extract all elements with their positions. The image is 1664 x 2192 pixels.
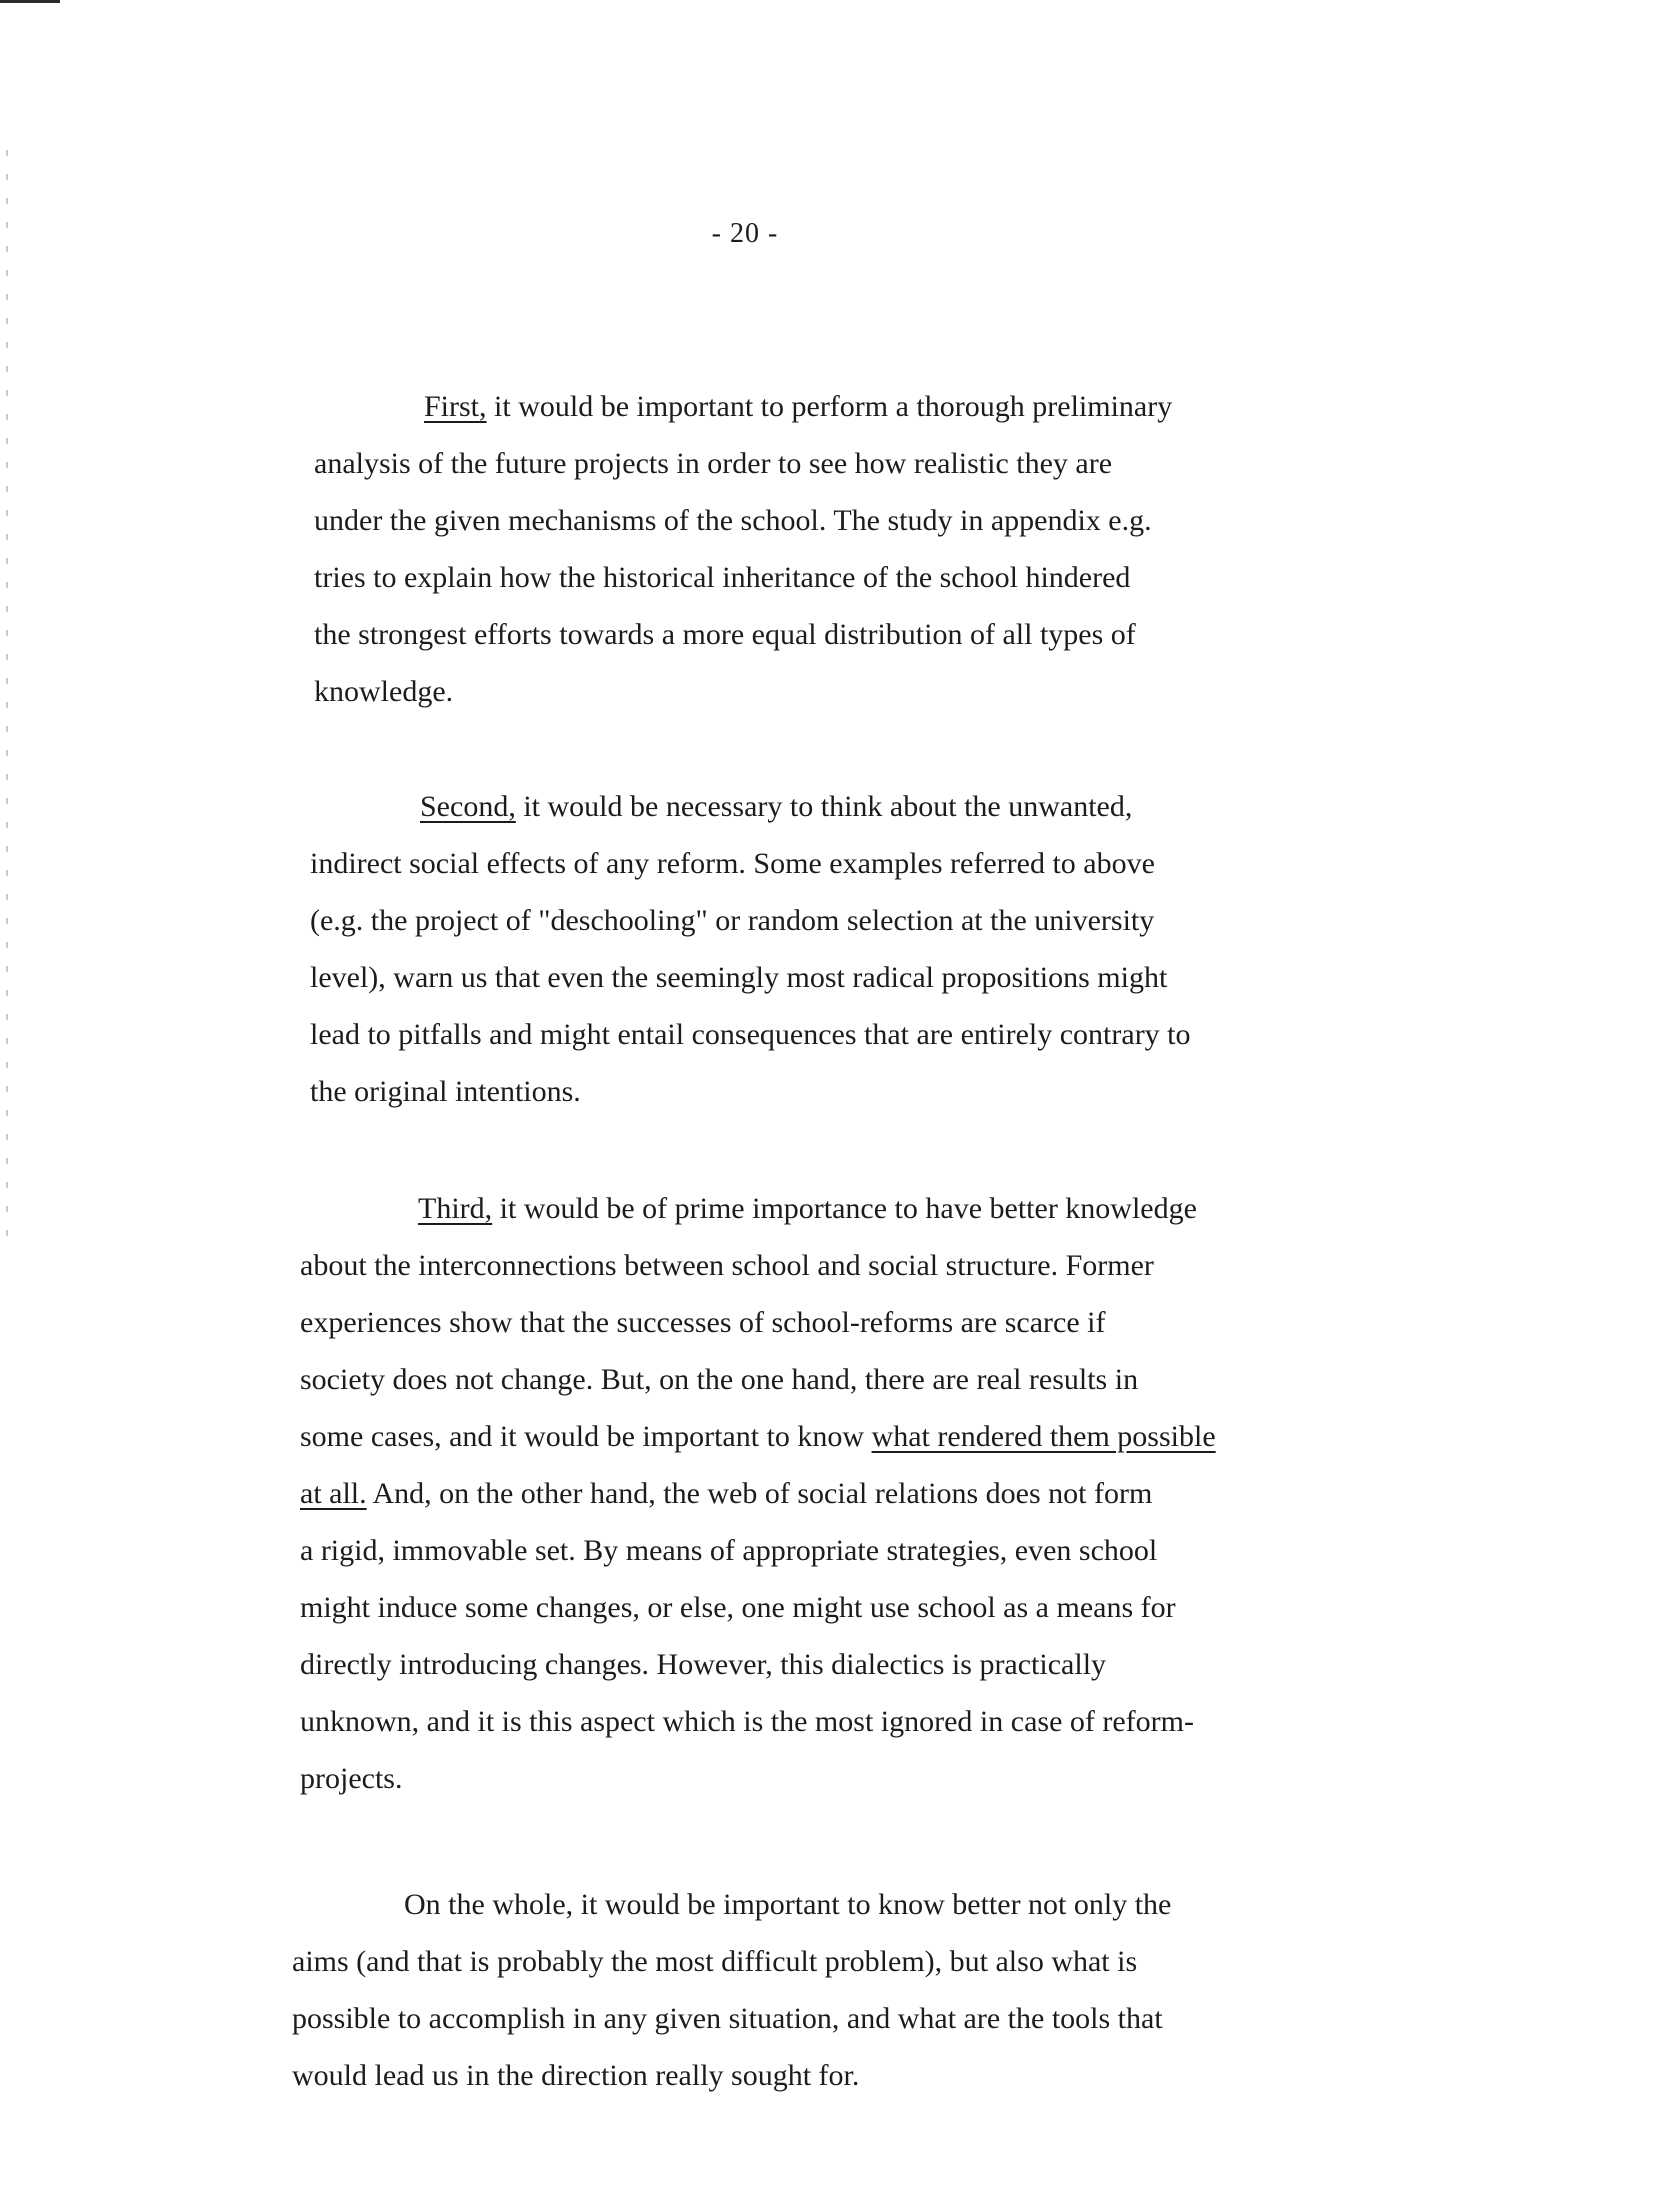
paragraph-line: society does not change. But, on the one hand, there are real results in [300,1363,1139,1396]
paragraph-text: it would be of prime importance to have better knowledge [492,1192,1197,1225]
paragraph-second [310,790,1450,1130]
paragraph-line: the strongest efforts towards a more equal distribution of all types of [314,618,1136,651]
paragraph-lead-underlined: First, [424,390,487,423]
scan-corner-mark [0,0,60,3]
paragraph-third [300,1192,1460,1832]
paragraph-line [300,1477,1152,1511]
paragraph-line [300,1420,1216,1454]
paragraph-on-the-whole [292,1888,1462,2128]
paragraph-text: it would be necessary to think about the unwanted, [515,790,1133,823]
paragraph-line: might induce some changes, or else, one might use school as a means for [300,1591,1176,1624]
paragraph-text: it would be important to perform a thorough preliminary [486,390,1173,423]
paragraph-line: analysis of the future projects in order to see how realistic they are [314,447,1113,480]
paragraph-line: aims (and that is probably the most difficult problem), but also what is [292,1945,1138,1978]
paragraph-line: experiences show that the successes of school-reforms are scarce if [300,1306,1106,1339]
page-number: - 20 - [711,218,779,249]
scan-edge-marks [6,150,8,1250]
paragraph-line [424,390,1172,424]
paragraph-line: possible to accomplish in any given situation, and what are the tools that [292,2002,1163,2035]
underlined-phrase: at all. [300,1477,367,1510]
paragraph-line: level), warn us that even the seemingly most radical propositions might [310,961,1168,994]
underlined-phrase: what rendered them possible [871,1420,1216,1453]
paragraph-text: And, on the other hand, the web of social relations does not form [366,1477,1153,1510]
paragraph-line: projects. [300,1762,403,1795]
paragraph-line: about the interconnections between school and social structure. Former [300,1249,1154,1282]
paragraph-line: the original intentions. [310,1075,581,1108]
paragraph-line: would lead us in the direction really sought for. [292,2059,860,2092]
paragraph-line: indirect social effects of any reform. Some examples referred to above [310,847,1155,880]
paragraph-text: some cases, and it would be important to know [300,1420,872,1453]
paragraph-lead-underlined: Third, [418,1192,493,1225]
paragraph-line: lead to pitfalls and might entail consequences that are entirely contrary to [310,1018,1191,1051]
paragraph-line: unknown, and it is this aspect which is the most ignored in case of reform- [300,1705,1194,1738]
paragraph-line: knowledge. [314,675,454,708]
paragraph-line: a rigid, immovable set. By means of appropriate strategies, even school [300,1534,1158,1567]
paragraph-line [418,1192,1197,1226]
paragraph-line: under the given mechanisms of the school. The study in appendix e.g. [314,504,1152,537]
paragraph-lead-underlined: Second, [420,790,516,823]
paragraph-line: On the whole, it would be important to know better not only the [404,1888,1172,1921]
paragraph-first [314,390,1444,730]
paragraph-line: (e.g. the project of "deschooling" or random selection at the university [310,904,1155,937]
paragraph-line: directly introducing changes. However, this dialectics is practically [300,1648,1107,1681]
paragraph-line: tries to explain how the historical inheritance of the school hindered [314,561,1131,594]
paragraph-line [420,790,1132,824]
